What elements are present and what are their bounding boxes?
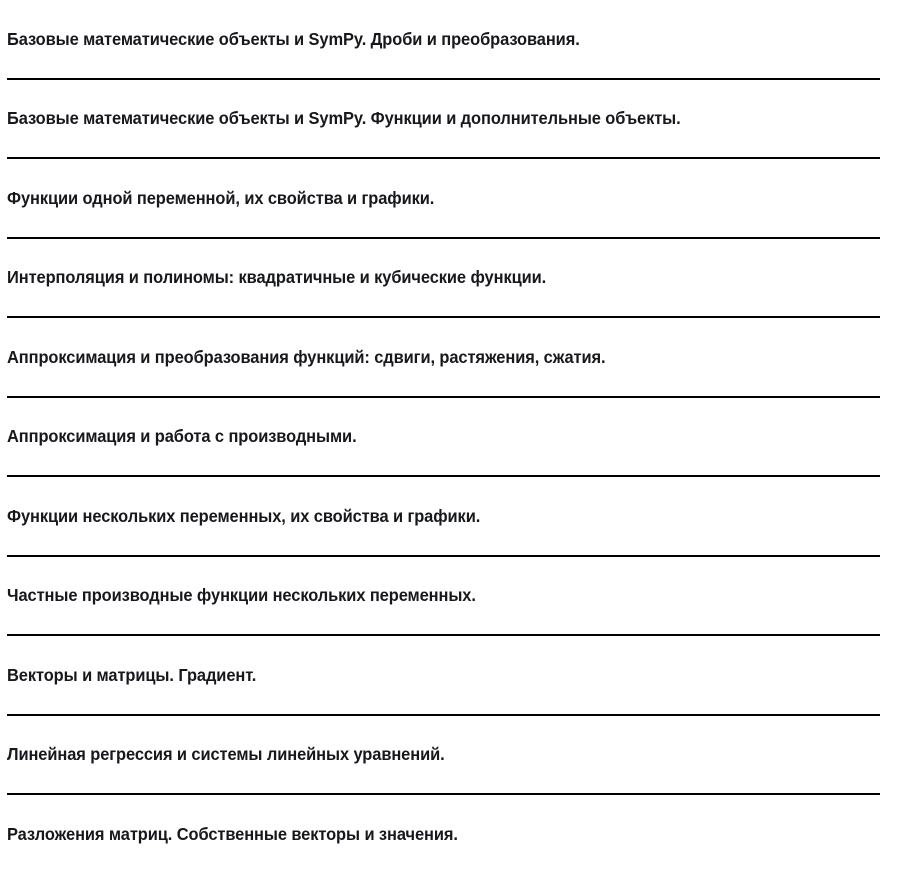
topic-list-item[interactable] [0,477,898,557]
topic-title: Функции нескольких переменных, их свойства и графики. [7,505,481,526]
topic-list-item[interactable] [0,398,898,478]
topic-list-item[interactable] [0,557,898,637]
topic-title: Аппроксимация и преобразования функций: сдвиги, растяжения, сжатия. [7,346,606,367]
topic-list-item[interactable] [0,636,898,716]
topic-title: Базовые математические объекты и SymPy. Дроби и преобразования. [7,28,580,49]
topic-title: Интерполяция и полиномы: квадратичные и кубические функции. [7,267,547,288]
topic-title: Частные производные функции нескольких переменных. [7,585,476,606]
topic-title: Аппроксимация и работа с производными. [7,426,357,447]
topic-title: Функции одной переменной, их свойства и графики. [7,187,435,208]
topic-list-item[interactable] [0,795,898,875]
topic-list-item[interactable] [0,716,898,796]
topic-list-item[interactable] [0,80,898,160]
topic-title: Базовые математические объекты и SymPy. Функции и дополнительные объекты. [7,108,681,129]
topic-list-item[interactable] [0,159,898,239]
topic-list-item[interactable] [0,0,898,80]
topic-list-item[interactable] [0,239,898,319]
topic-title: Линейная регрессия и системы линейных уравнений. [7,744,445,765]
topic-title: Разложения матриц. Собственные векторы и значения. [7,823,458,844]
topic-list-item[interactable] [0,318,898,398]
topic-title: Векторы и матрицы. Градиент. [7,664,257,685]
